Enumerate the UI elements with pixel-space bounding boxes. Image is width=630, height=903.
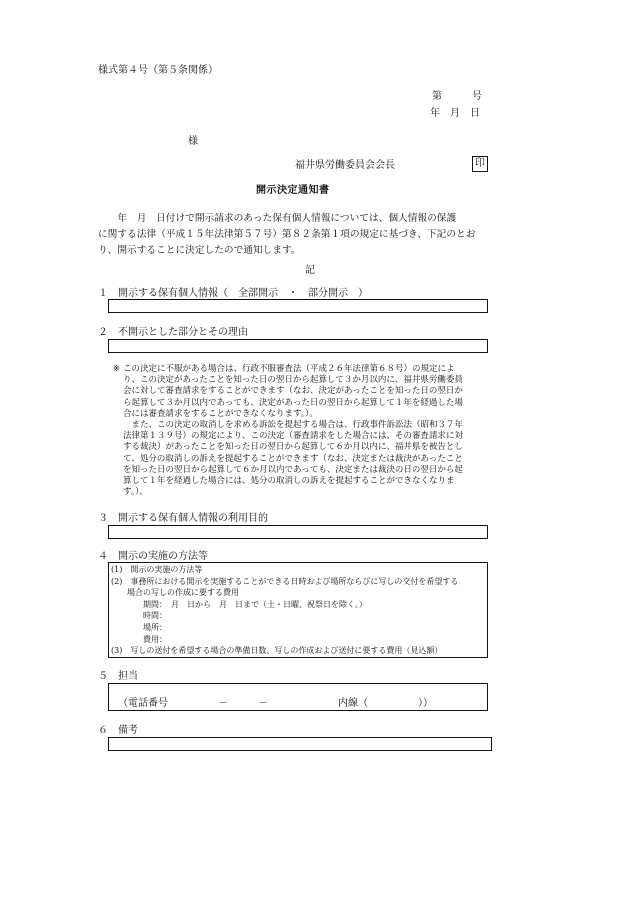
intro-paragraph (98, 211, 475, 259)
contact-phone-line: （電話番号 － － 内線（ ）） (118, 698, 433, 709)
intro-line: 年 月 日付けで開示請求のあった保有個人情報については、個人情報の保護 (98, 213, 457, 224)
intro-line: り、開示することに決定したので通知します。 (98, 245, 301, 256)
notice-line: する裁決）があったことを知った日の翌日から起算して６か月以内に、福井県を被告とし (123, 442, 463, 453)
section-3-label: ３ 開示する保有個人情報の利用目的 (98, 513, 268, 524)
method-line: (1) 開示の実施の方法等 (111, 565, 203, 574)
seal-stamp: 印 (472, 156, 488, 172)
document-number: 第 号 (432, 91, 482, 102)
section-2-label: ２ 不開示とした部分とその理由 (98, 327, 248, 338)
form-label: 様式第４号（第５条関係） (98, 65, 218, 76)
section-2-field (108, 339, 488, 353)
section-3-field (108, 525, 488, 539)
notice-paragraph (123, 364, 463, 498)
notice-line: この決定に不服がある場合は、行政不服審査法（平成２６年法律第６８号）の規定によ (123, 364, 455, 374)
notice-mark: ※ (113, 364, 121, 374)
ki-heading: 記 (305, 265, 315, 276)
method-line: 場合の写しの作成に要する費用 (111, 588, 239, 598)
notice-line: す。）。 (123, 487, 148, 498)
sender-name: 福井県労働委員会会長 (295, 160, 395, 171)
notice-line: 法律第１３９号）の規定により、この決定（審査請求をした場合には、その審査請求に対 (123, 431, 464, 442)
notice-line: を知った日の翌日から起算して６か月以内であっても、決定または裁決の日の翌日から起 (123, 464, 463, 475)
document-date: 年 月 日 (430, 108, 480, 119)
notice-line: 会に対して審査請求をすることができます（なお、決定があったことを知った日の翌日か (123, 386, 463, 397)
method-line: 期間： 月 日から 月 日まで（土・日曜、祝祭日を除く。） (111, 599, 367, 609)
notice-line: また、この決定の取消しを求める訴訟を提起する場合は、行政事件訴訟法（昭和３７年 (123, 420, 464, 431)
document-title: 開示決定通知書 (256, 185, 330, 196)
addressee-suffix: 様 (188, 136, 198, 147)
section-5-label: ５ 担当 (98, 671, 138, 682)
method-line: 場所： (111, 622, 167, 632)
method-line: 費用： (111, 634, 167, 644)
notice-line: り、この決定があったことを知った日の翌日から起算して３か月以内に、福井県労働委員 (123, 375, 463, 386)
section-1-field (108, 299, 488, 313)
method-line: (2) 事務所における開示を実施することができる日時および場所ならびに写しの交付を希望する (111, 576, 459, 586)
notice-line: て、処分の取消しの訴えを提起することができます（なお、決定または裁決があったこと (123, 453, 463, 464)
section-6-label: ６ 備考 (98, 725, 138, 736)
notice-line: ら起算して３か月以内であっても、決定があった日の翌日から起算して１年を経過した場 (123, 397, 463, 408)
section-4-label: ４ 開示の実施の方法等 (98, 551, 208, 562)
section-6-field (108, 737, 492, 751)
section-4-details (111, 564, 458, 657)
section-1-label: １ 開示する保有個人情報（ 全部開示 ・ 部分開示 ） (98, 288, 368, 299)
notice-line: 算して１年を経過した場合には、処分の取消しの訴えを提起することができなくなりま (123, 476, 455, 487)
method-line: 時間： (111, 611, 167, 621)
intro-line: に関する法律（平成１５年法律第５７号）第８２条第１項の規定に基づき、下記のとお (98, 229, 476, 240)
method-line: (3) 写しの送付を希望する場合の準備日数、写しの作成および送付に要する費用（見込額） (111, 646, 443, 656)
notice-line: 合には審査請求をすることができなくなります。）。 (123, 408, 318, 419)
